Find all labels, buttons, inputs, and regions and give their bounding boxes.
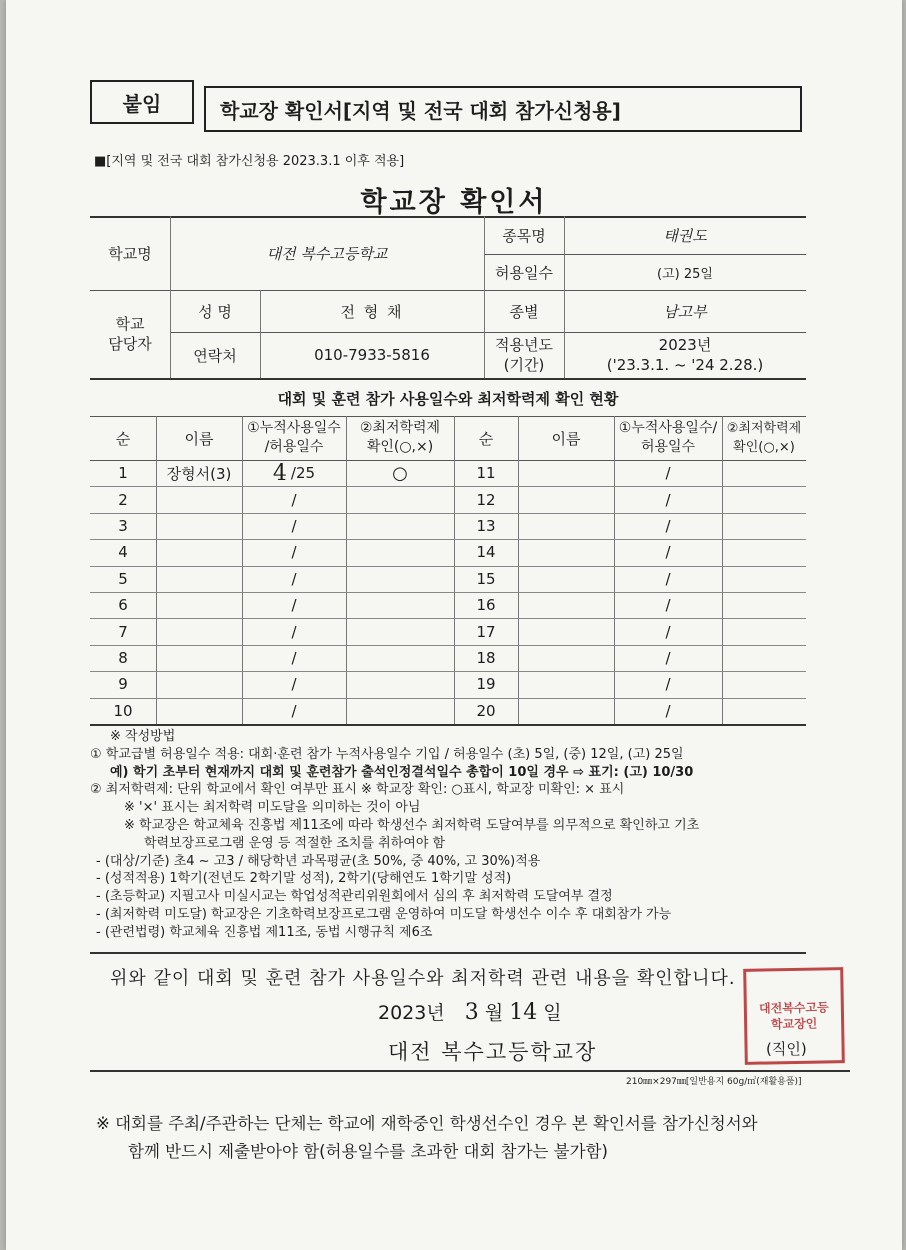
name-label: 성 명: [198, 302, 232, 321]
year-value: [564, 332, 806, 378]
category-label: 종별: [509, 302, 539, 321]
footer-note-line1: ※ 대회를 주최/주관하는 단체는 학교에 재학중인 학생선수인 경우 본 확인서를 참가신청서와: [96, 1114, 758, 1133]
table-cell-left-check: ○: [392, 462, 408, 484]
note-line: ※ 작성방법: [110, 729, 176, 744]
table-cell-left-name: [156, 618, 242, 644]
stamp-text: 대전복수고등학교장인: [758, 1000, 829, 1032]
header-no-left: 순: [115, 429, 131, 448]
table-cell-left-check: [346, 566, 454, 592]
table-cell-left-check: [346, 513, 454, 539]
attachment-label: 붙임: [122, 91, 162, 116]
note-line: ② 최저학력제: 단위 학교에서 확인 여부만 표시 ※ 학교장 확인: ○표시, 학교장 미확인: × 표시: [90, 782, 625, 798]
main-title: 학교장 확인서: [360, 187, 548, 218]
event-label: 종목명: [502, 226, 546, 245]
col-divider: [518, 416, 519, 724]
writing-instructions: [90, 728, 862, 942]
header-days-left-line2: /허용일수: [264, 439, 324, 455]
table-cell-left-slash: /: [291, 596, 297, 615]
table-cell-left-name: [156, 566, 242, 592]
contact-label: 연락처: [193, 346, 237, 365]
note-line: - (최저학력 미도달) 학교장은 기초학력보장프로그램 운영하여 미도달 학생선수 이수 후 대회참가 가능: [96, 906, 672, 922]
table-cell-left-check: [346, 592, 454, 618]
note-line: - (대상/기준) 초4 ~ 고3 / 해당학년 과목평균(초 50%, 중 40%, 고 30%)적용: [96, 853, 541, 869]
table-cell-left-slash: /: [291, 569, 297, 588]
table-cell-left-name: [156, 671, 242, 697]
table-cell-left-name: [156, 486, 242, 512]
table-cell-right-no: 17: [476, 622, 496, 641]
table-cell-right-no: 13: [476, 516, 496, 535]
table-cell-left-slash: /: [291, 490, 297, 509]
notes-bottom-border: [90, 952, 806, 954]
allowed-days: /25: [290, 464, 316, 483]
header-days-right: [614, 416, 722, 460]
table-cell-left-slash: /: [291, 701, 297, 720]
category-value: 남고부: [663, 302, 707, 321]
table-cell-right-slash: /: [665, 543, 671, 562]
manager-label-line1: 학교: [115, 315, 145, 333]
date-month-unit: 월: [484, 1002, 504, 1024]
table-cell-right-slash: /: [665, 648, 671, 667]
confirm-sentence: 위와 같이 대회 및 훈련 참가 사용일수와 최저학력 관련 내용을 확인합니다.: [110, 968, 736, 989]
table-cell-left-no: 10: [113, 701, 133, 720]
table-cell-right-no: 12: [476, 490, 496, 509]
attachment-label-box: [90, 80, 194, 124]
date-day: 14: [509, 1000, 538, 1025]
footer-note-line2: 함께 반드시 제출받아야 함(허용일수를 초과한 대회 참가는 불가함): [128, 1142, 608, 1161]
col-divider: [722, 416, 723, 724]
header-days-right-line1: ①누적사용일수/: [618, 420, 718, 436]
table-cell-left-name: [156, 698, 242, 724]
table-cell-left-no: 3: [118, 516, 128, 535]
school-label: 학교명: [108, 244, 152, 263]
table-cell-left-no: 7: [118, 622, 128, 641]
note-line: ※ '×' 표시는 최저학력 미도달을 의미하는 것이 아님: [124, 800, 421, 816]
document-title: 학교장 확인서[지역 및 전국 대회 참가신청용]: [220, 98, 621, 123]
paper-spec: 210㎜×297㎜[일반용지 60g/㎡(재활용품)]: [626, 1077, 802, 1087]
table-cell-left-name: [156, 645, 242, 671]
year-value-line2: ('23.3.1. ~ '24 2.28.): [606, 356, 764, 374]
table-cell-right-slash: /: [665, 622, 671, 641]
table-cell-left-no: 8: [118, 648, 128, 667]
header-days-left: [242, 416, 346, 460]
signer-name: 대전 복수고등학교장: [388, 1040, 598, 1064]
header-name-left: 이름: [184, 429, 214, 448]
table-cell-left-slash: /: [291, 516, 297, 535]
used-days-handwritten: 4: [272, 460, 287, 486]
note-line: - (초등학교) 지필고사 미실시교는 학업성적관리위원회에서 심의 후 최저학력 도달여부 결정: [96, 889, 613, 905]
table-cell-left-check: [346, 645, 454, 671]
table-cell-right-no: 16: [476, 596, 496, 615]
table-cell-left-name: 장형서(3): [166, 464, 232, 483]
table-cell-left-no: 6: [118, 596, 128, 615]
note-line: 학력보장프로그램 운영 등 적절한 조치를 취하여야 함: [144, 835, 446, 851]
note-line: - (관련법령) 학교체육 진흥법 제11조, 동법 시행규칙 제6조: [96, 924, 433, 940]
confirm-date: [378, 998, 562, 1025]
date-year: 2023년: [378, 1002, 445, 1024]
school-value: 대전 복수고등학교: [266, 244, 388, 263]
note-line: 예) 학기 초부터 현재까지 대회 및 훈련참가 출석인정결석일수 총합이 10일 경우 ⇨ 표기: (고) 10/30: [110, 764, 694, 780]
manager-label: [90, 290, 170, 378]
table-cell-left-slash: /: [291, 648, 297, 667]
table-cell-right-slash: /: [665, 596, 671, 615]
table-cell-left-name: [156, 539, 242, 565]
table-cell-right-slash: /: [665, 464, 671, 483]
seal-label: (직인): [766, 1040, 807, 1058]
header-check-left-line2: 확인(○,×): [366, 439, 434, 455]
table-cell-right-no: 15: [476, 569, 496, 588]
table-cell-left-no: 2: [118, 490, 128, 509]
header-check-right-line2: 확인(○,×): [733, 440, 795, 455]
note-line: - (성적적용) 1학기(전년도 2학기말 성적), 2학기(당해연도 1학기말 성적): [96, 871, 512, 887]
table-cell-right-no: 11: [476, 464, 496, 483]
table-cell-left-check: [346, 671, 454, 697]
status-title: 대회 및 훈련 참가 사용일수와 최저학력제 확인 현황: [277, 389, 619, 408]
applies-note: ■[지역 및 전국 대회 참가신청용 2023.3.1 이후 적용]: [94, 154, 405, 169]
table-cell-left-no: 4: [118, 543, 128, 562]
table-cell-left-days: [242, 460, 346, 486]
table-cell-left-slash: /: [291, 543, 297, 562]
table-cell-right-slash: /: [665, 516, 671, 535]
table-cell-left-check: [346, 698, 454, 724]
table-cell-left-check: [346, 618, 454, 644]
event-value: 태권도: [663, 226, 707, 245]
signature-bottom-border: [90, 1070, 850, 1072]
table-cell-right-slash: /: [665, 701, 671, 720]
header-check-right: [722, 416, 806, 460]
table-cell-left-slash: /: [291, 675, 297, 694]
date-month: 3: [464, 1000, 479, 1025]
days-value: (고) 25일: [657, 266, 713, 282]
status-bottom-border: [90, 724, 806, 726]
table-cell-left-name: [156, 513, 242, 539]
table-cell-right-slash: /: [665, 675, 671, 694]
manager-label-line2: 담당자: [108, 335, 152, 353]
year-label-line2: (기간): [503, 356, 545, 374]
header-days-right-line2: 허용일수: [640, 439, 696, 455]
table-cell-right-no: 18: [476, 648, 496, 667]
name-value: 전 형 채: [340, 302, 404, 321]
table-cell-right-no: 14: [476, 543, 496, 562]
table-cell-left-check: [346, 539, 454, 565]
days-label: 허용일수: [495, 263, 553, 282]
table-cell-right-no: 20: [476, 701, 496, 720]
table-cell-left-no: 1: [118, 464, 128, 483]
year-label: [484, 332, 564, 378]
note-line: ※ 학교장은 학교체육 진흥법 제11조에 따라 학생선수 최저학력 도달여부를 의무적으로 확인하고 기초: [124, 817, 700, 833]
table-cell-left-slash: /: [291, 622, 297, 641]
header-no-right: 순: [478, 429, 494, 448]
table-cell-right-slash: /: [665, 490, 671, 509]
header-check-right-line1: ②최저학력제: [726, 421, 802, 436]
date-day-unit: 일: [543, 1002, 562, 1024]
header-days-left-line1: ①누적사용일수: [247, 420, 341, 436]
table-cell-right-no: 19: [476, 675, 496, 694]
document-page: [6, 0, 902, 1250]
header-check-left: [346, 416, 454, 460]
year-value-line1: 2023년: [658, 336, 712, 354]
header-check-left-line1: ②최저학력제: [359, 420, 441, 436]
table-cell-right-slash: /: [665, 569, 671, 588]
table-cell-left-no: 9: [118, 675, 128, 694]
document-title-box: [204, 86, 802, 132]
contact-value: 010-7933-5816: [314, 346, 430, 364]
header-name-right: 이름: [551, 429, 581, 448]
table-cell-left-check: [346, 486, 454, 512]
table-cell-left-name: [156, 592, 242, 618]
note-line: ① 학교급별 허용일수 적용: 대회·훈련 참가 누적사용일수 기입 / 허용일수 (초) 5일, (중) 12일, (고) 25일: [90, 746, 684, 762]
year-label-line1: 적용년도: [495, 336, 553, 354]
table-cell-left-no: 5: [118, 569, 128, 588]
